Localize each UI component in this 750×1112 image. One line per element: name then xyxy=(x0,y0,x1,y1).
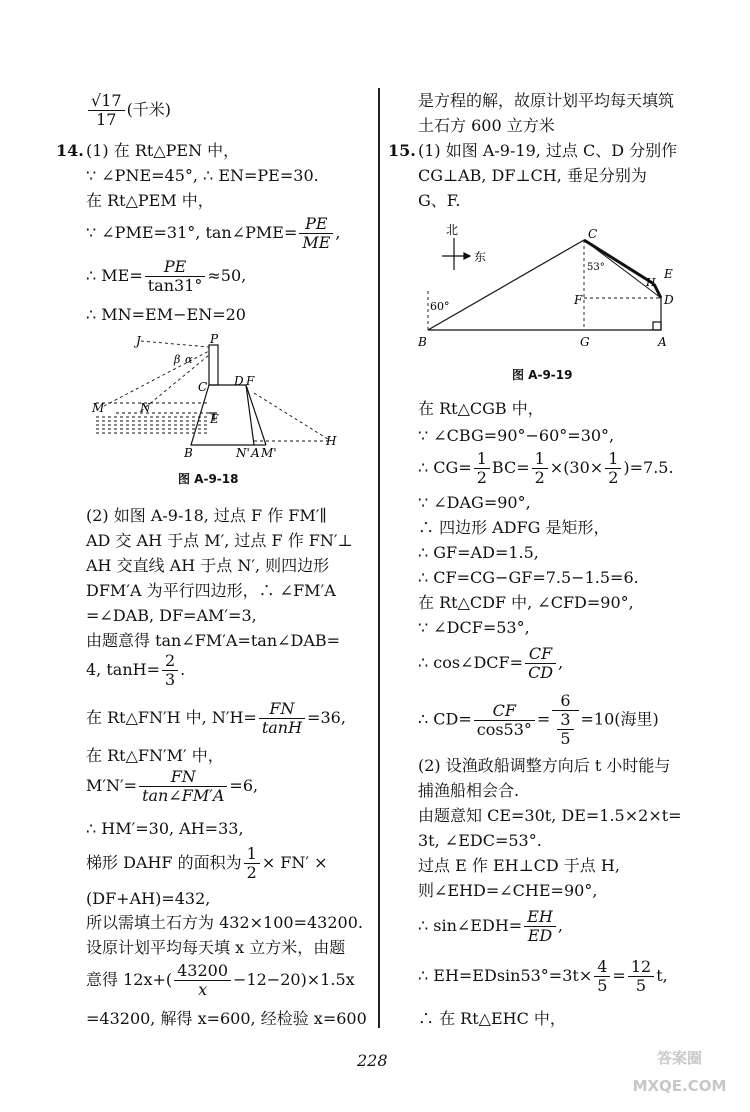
line-left-5: ∴ ME= $\frac{PE}{\tan 31^\circ}$ ≈50, xyxy=(86,257,247,295)
svg-text:β: β xyxy=(174,353,181,366)
svg-text:F: F xyxy=(574,293,583,307)
line-left-7: (2) 如图 A-9-18, 过点 F 作 FM′∥ xyxy=(86,506,327,525)
line-left-23: =43200, 解得 x=600, 经检验 x=600 xyxy=(86,1009,367,1028)
line-right-12: ∴ CF=CG−GF=7.5−1.5=6. xyxy=(418,568,639,587)
svg-text:M: M xyxy=(92,401,105,415)
line-right-20: 3t, ∠EDC=53°. xyxy=(418,831,542,850)
line-right-8: ∴ CG= $\frac{1}{2}$ BC= $\frac{1}{2}$ ×(30× $\frac{1}{2}$ )=7.5. xyxy=(418,449,674,487)
svg-text:东: 东 xyxy=(474,250,487,264)
svg-text:D: D xyxy=(234,374,244,388)
svg-text:M': M' xyxy=(261,446,277,460)
line-left-18: 梯形 DAHF 的面积为 $\frac{1}{2}$ × FN′ × xyxy=(86,844,328,882)
svg-text:北: 北 xyxy=(446,223,459,237)
line-left-8: AD 交 AH 于点 M′, 过点 F 作 FN′⊥ xyxy=(86,531,353,550)
figure-caption: 图 A-9-19 xyxy=(512,368,573,382)
line-right-13: 在 Rt△CDF 中, ∠CFD=90°, xyxy=(418,593,634,612)
line-right-17: (2) 设渔政船调整方向后 t 小时能与 xyxy=(418,756,671,775)
line-left-11: =∠DAB, DF=AM′=3, xyxy=(86,606,257,625)
svg-text:α: α xyxy=(185,353,193,366)
line-right-22: 则∠EHD=∠CHE=90°, xyxy=(418,881,598,900)
line-right-6: 在 Rt△CGB 中， xyxy=(418,399,544,418)
fraction: $\frac{√17}{17}$ xyxy=(88,92,125,129)
svg-text:F: F xyxy=(246,374,255,388)
line-left-3: 在 Rt△PEM 中， xyxy=(86,191,214,210)
line-right-11: ∴ GF=AD=1.5, xyxy=(418,543,539,562)
line-left-20: 所以需填土石方为 432×100=43200. xyxy=(86,913,363,932)
svg-text:P: P xyxy=(210,333,219,346)
figure-a-9-18 xyxy=(86,333,356,461)
line-left-17: ∴ HM′=30, AH=33, xyxy=(86,819,244,838)
svg-text:C: C xyxy=(588,227,598,241)
line-right-7: ∵ ∠CBG=90°−60°=30°, xyxy=(418,426,615,445)
line-left-19: (DF+AH)=432, xyxy=(86,889,211,908)
svg-text:H: H xyxy=(646,276,656,289)
line-right-14: ∵ ∠DCF=53°, xyxy=(418,618,530,637)
svg-text:B: B xyxy=(184,446,193,460)
svg-text:A: A xyxy=(251,446,260,460)
svg-text:A: A xyxy=(658,335,667,349)
line-right-24: ∴ EH=EDsin53°=3t× $\frac{4}{5}$ = $\frac{12}{5}$ t, xyxy=(418,957,668,995)
svg-text:D: D xyxy=(664,293,674,307)
line-left-0: $\frac{√17}{17}$ (千米) xyxy=(86,92,171,129)
line-left-15: 在 Rt△FN′M′ 中， xyxy=(86,746,224,765)
line-left-16: M′N′= $\frac{FN}{\tan\angle FM'A}$ =6, xyxy=(86,767,259,805)
fig-label: J xyxy=(136,334,141,348)
line-right-1: 是方程的解，故原计划平均每天填筑 xyxy=(418,91,675,110)
page-number: 228 xyxy=(357,1051,388,1070)
line-right-2: 土石方 600 立方米 xyxy=(418,116,555,135)
line-right-10: ∴ 四边形 ADFG 是矩形， xyxy=(418,518,610,537)
line-left-2: ∵ ∠PNE=45°, ∴ EN=PE=30. xyxy=(86,166,319,185)
line-left-9: AH 交直线 AH 于点 N′, 则四边形 xyxy=(86,556,330,575)
question-14-number: 14. xyxy=(56,141,84,160)
line-right-18: 捕渔船相会合. xyxy=(418,781,520,800)
svg-text:60°: 60° xyxy=(430,300,450,313)
svg-text:G: G xyxy=(580,335,590,349)
line-right-15: ∴ cos∠DCF= $\frac{CF}{CD}$ , xyxy=(418,644,564,682)
svg-text:C: C xyxy=(198,380,208,394)
question-15-number: 15. xyxy=(388,141,416,160)
svg-text:53°: 53° xyxy=(587,262,605,273)
line-right-5: G、F. xyxy=(418,191,461,210)
svg-text:H: H xyxy=(326,434,337,448)
line-left-22: 意得 12x+( $\frac{43200}{x}$ −12−20)×1.5x xyxy=(86,961,355,999)
line-left-13: 4, tanH= $\frac{2}{3}$ . xyxy=(86,651,186,689)
line-right-23: ∴ sin∠EDH= $\frac{EH}{ED}$ , xyxy=(418,907,563,945)
figure-a-9-19 xyxy=(418,218,678,356)
svg-text:N': N' xyxy=(236,446,250,460)
svg-text:E: E xyxy=(210,412,219,426)
line-right-9: ∵ ∠DAG=90°, xyxy=(418,493,531,512)
line-left-12: 由题意得 tan∠FM′A=tan∠DAB= xyxy=(86,631,341,650)
line-left-6: ∴ MN=EM−EN=20 xyxy=(86,305,246,324)
line-left-21: 设原计划平均每天填 x 立方米，由题 xyxy=(86,938,346,957)
svg-text:E: E xyxy=(664,267,673,281)
line-right-16: ∴ CD= $\frac{CF}{\cos 53^\circ}$ = $\frac{6}{\frac{3}{5}}$ =10(海里) xyxy=(418,691,659,748)
line-left-4: ∵ ∠PME=31°, tan∠PME= $\frac{PE}{ME}$ , xyxy=(86,214,341,252)
watermark: 答案圈 MXQE.COM xyxy=(632,1049,727,1095)
figure-caption: 图 A-9-18 xyxy=(178,472,239,486)
line-right-3: (1) 如图 A-9-19, 过点 C、D 分别作 xyxy=(418,141,678,160)
svg-text:B: B xyxy=(418,335,427,349)
column-divider xyxy=(378,88,380,1028)
line-right-25: ∴ 在 Rt△EHC 中， xyxy=(418,1009,566,1028)
line-right-21: 过点 E 作 EH⊥CD 于点 H, xyxy=(418,856,620,875)
line-left-1: (1) 在 Rt△PEN 中， xyxy=(86,141,240,160)
line-left-10: DFM′A 为平行四边形，∴ ∠FM′A xyxy=(86,581,336,600)
line-right-4: CG⊥AB, DF⊥CH, 垂足分别为 xyxy=(418,166,647,185)
svg-text:N: N xyxy=(140,401,151,415)
line-right-19: 由题意知 CE=30t, DE=1.5×2×t= xyxy=(418,806,682,825)
line-left-14: 在 Rt△FN′H 中, N′H= $\frac{FN}{\tan H}$ =36, xyxy=(86,699,346,737)
